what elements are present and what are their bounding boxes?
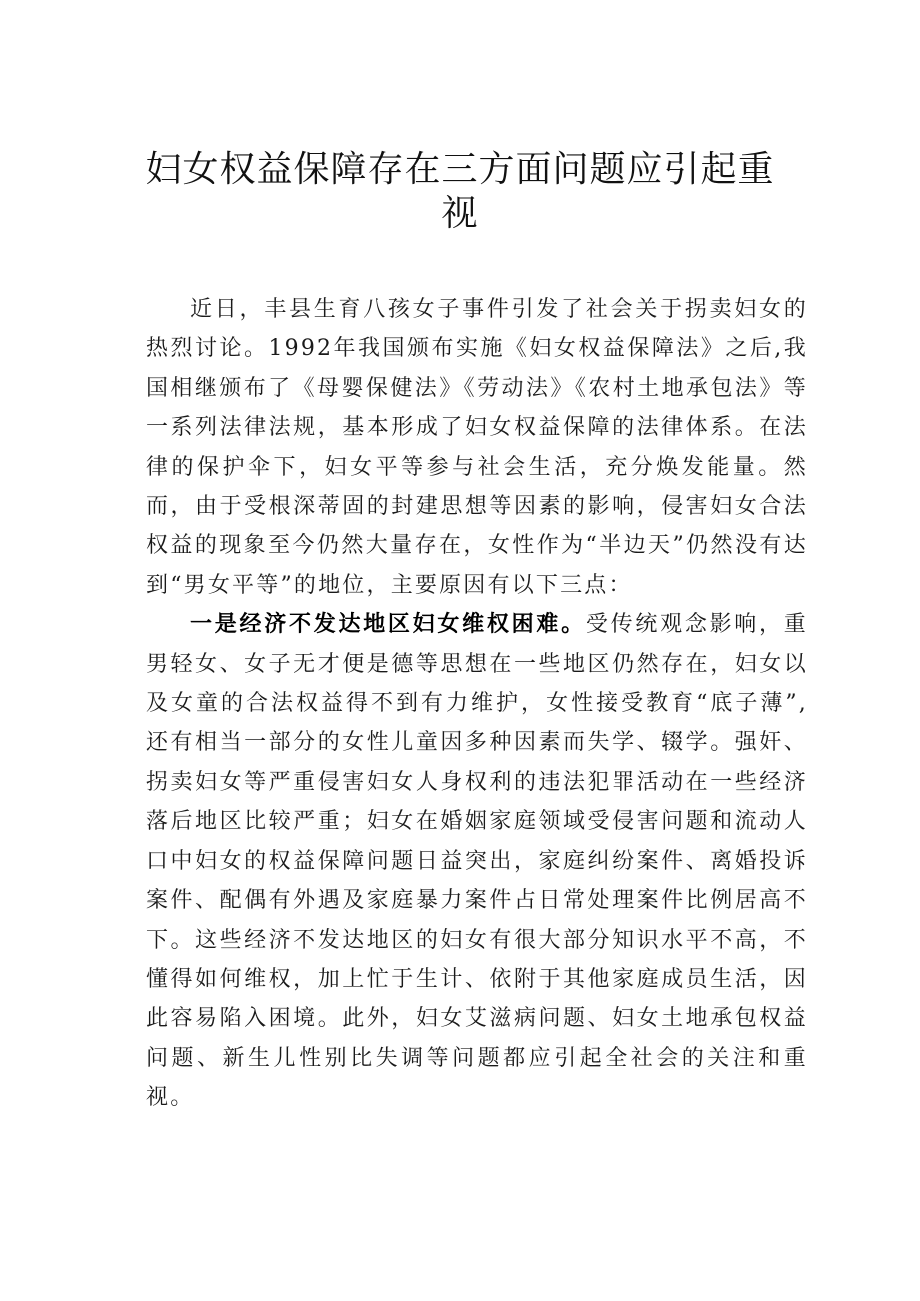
paragraph-intro-text: 近日，丰县生育八孩女子事件引发了社会关于拐卖妇女的热烈讨论。1992年我国颁布实施《妇女权益保障法》之后,我国相继颁布了《母婴保健法》《劳动法》《农村土地承包法》等一系列法律法规，基本形成了妇女权益保障的法律体系。在法律的保护伞下，妇女平等参与社会生活，充分焕发能量。然而，由于受根深蒂固的封建思想等因素的影响，侵害妇女合法权益的现象至今仍然大量存在，女性作为“半边天”仍然没有达到“男女平等”的地位，主要原因有以下三点： bbox=[146, 297, 808, 598]
paragraph-point-one bbox=[146, 605, 808, 1117]
document-title: 妇女权益保障存在三方面问题应引起重视 bbox=[145, 149, 775, 234]
paragraph-point-one-lead: 一是经济不发达地区妇女维权困难。 bbox=[190, 611, 586, 638]
paragraph-intro bbox=[146, 290, 808, 605]
paragraph-point-one-text: 受传统观念影响，重男轻女、女子无才便是德等思想在一些地区仍然存在，妇女以及女童的合法权益得不到有力维护，女性接受教育“底子薄”,还有相当一部分的女性儿童因多种因素而失学、辍学。强奸、拐卖妇女等严重侵害妇女人身权利的违法犯罪活动在一些经济落后地区比较严重；妇女在婚姻家庭领域受侵害问题和流动人口中妇女的权益保障问题日益突出，家庭纠纷案件、离婚投诉案件、配偶有外遇及家庭暴力案件占日常处理案件比例居高不下。这些经济不发达地区的妇女有很大部分知识水平不高，不懂得如何维权，加上忙于生计、依附于其他家庭成员生活，因此容易陷入困境。此外，妇女艾滋病问题、妇女土地承包权益问题、新生儿性别比失调等问题都应引起全社会的关注和重视。 bbox=[146, 612, 808, 1111]
